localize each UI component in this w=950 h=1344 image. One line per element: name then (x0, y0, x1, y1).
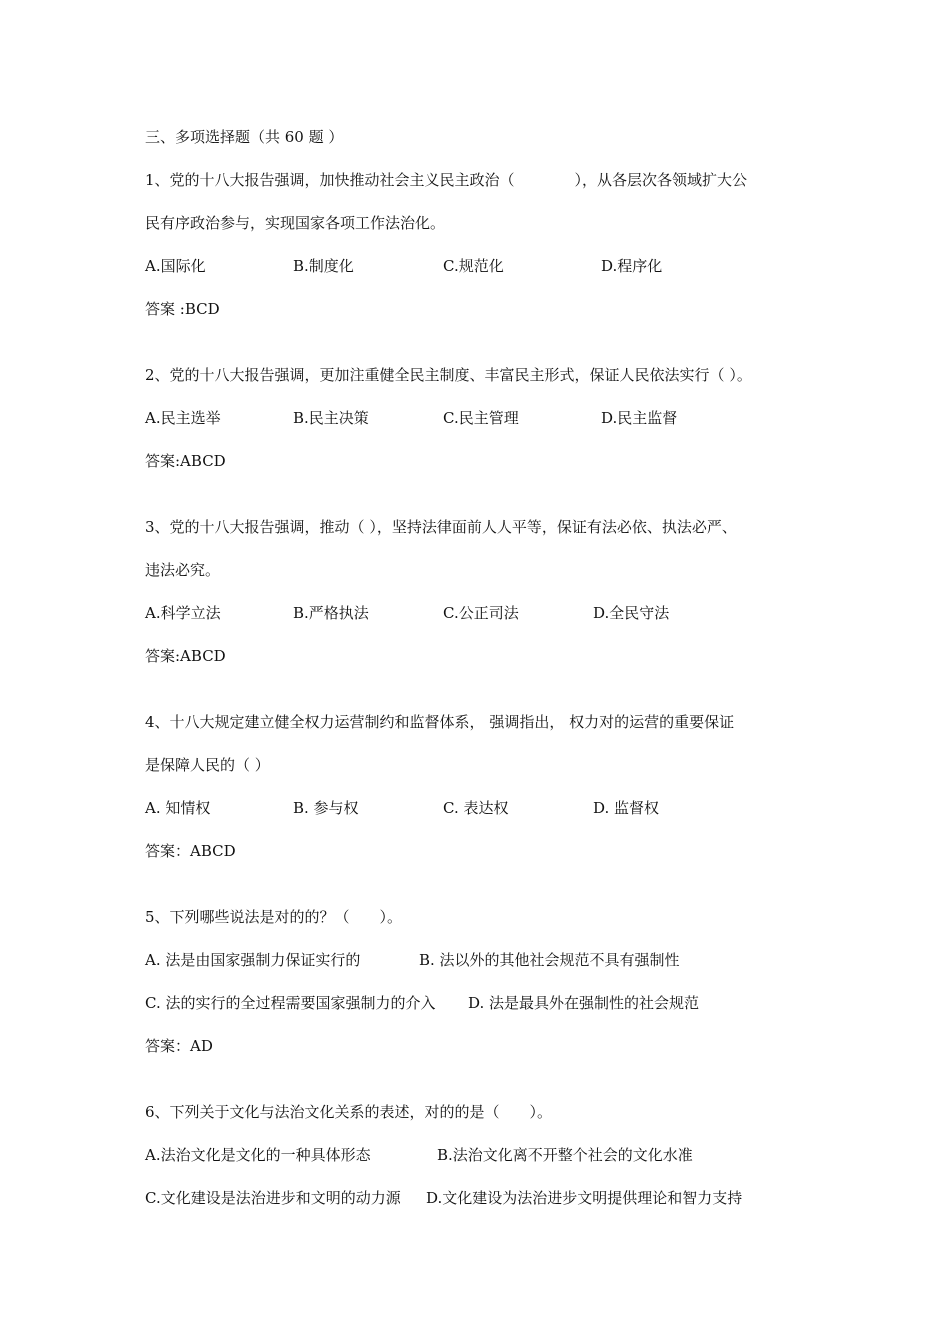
answer: 答案:ABCD (145, 647, 226, 665)
question-stem: 4、十八大规定建立健全权力运营制约和监督体系， 强调指出， 权力对的运营的重要保证 (145, 713, 735, 731)
answer: 答案：ABCD (145, 842, 236, 860)
question-stem: 6、下列关于文化与法治文化关系的表述，对的的是（ ）。 (145, 1103, 553, 1121)
option-c: C.文化建设是法治进步和文明的动力源 (145, 1189, 401, 1207)
option-d: D.文化建设为法治进步文明提供理论和智力支持 (426, 1189, 743, 1207)
option-b: B. 法以外的其他社会规范不具有强制性 (419, 951, 680, 969)
option-a: A.国际化 (145, 257, 206, 275)
option-a: A. 法是由国家强制力保证实行的 (145, 951, 361, 969)
question-stem: 1、党的十八大报告强调，加快推动社会主义民主政治（ ），从各层次各领域扩大公 (145, 171, 748, 189)
option-d: D.程序化 (601, 257, 663, 275)
question-stem: 5、下列哪些说法是对的的？（ ）。 (145, 908, 403, 926)
option-b: B. 参与权 (293, 799, 359, 817)
option-b: B.民主决策 (293, 409, 369, 427)
answer: 答案:ABCD (145, 452, 226, 470)
option-c: C.规范化 (443, 257, 504, 275)
section-title: 三、多项选择题（共 60 题 ） (145, 128, 344, 146)
answer: 答案 :BCD (145, 300, 220, 318)
option-c: C.民主管理 (443, 409, 519, 427)
option-b: B.制度化 (293, 257, 354, 275)
question-stem: 是保障人民的（ ） (145, 756, 270, 774)
option-a: A. 知情权 (145, 799, 211, 817)
option-d: D.民主监督 (601, 409, 678, 427)
option-a: A.科学立法 (145, 604, 221, 622)
option-a: A.法治文化是文化的一种具体形态 (145, 1146, 371, 1164)
question-stem: 2、党的十八大报告强调，更加注重健全民主制度、丰富民主形式，保证人民依法实行（ ）。 (145, 366, 752, 384)
option-d: D. 法是最具外在强制性的社会规范 (468, 994, 700, 1012)
option-b: B.严格执法 (293, 604, 369, 622)
option-c: C.公正司法 (443, 604, 519, 622)
answer: 答案：AD (145, 1037, 213, 1055)
question-stem: 违法必究。 (145, 561, 221, 579)
option-c: C. 表达权 (443, 799, 509, 817)
option-a: A.民主选举 (145, 409, 221, 427)
question-stem: 3、党的十八大报告强调，推动（ ），坚持法律面前人人平等，保证有法必依、执法必严、 (145, 518, 737, 536)
option-d: D.全民守法 (593, 604, 670, 622)
option-c: C. 法的实行的全过程需要国家强制力的介入 (145, 994, 436, 1012)
option-b: B.法治文化离不开整个社会的文化水准 (437, 1146, 693, 1164)
option-d: D. 监督权 (593, 799, 660, 817)
question-stem: 民有序政治参与，实现国家各项工作法治化。 (145, 214, 446, 232)
